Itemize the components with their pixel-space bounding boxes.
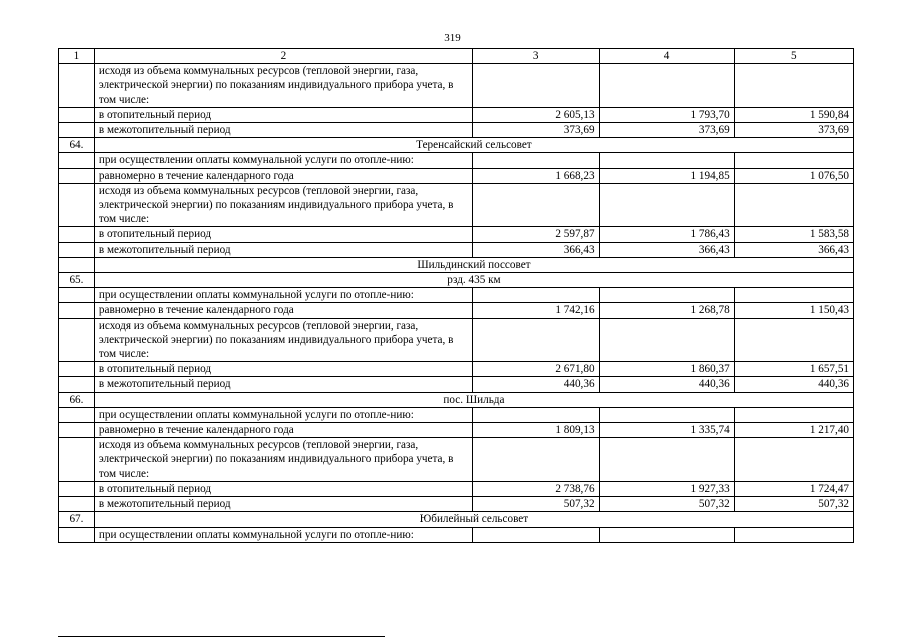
value-col-5: 440,36 xyxy=(734,377,853,392)
value-col-3 xyxy=(472,64,599,108)
row-number: 66. xyxy=(59,392,95,407)
value-col-3: 2 597,87 xyxy=(472,227,599,242)
value-col-3: 2 671,80 xyxy=(472,362,599,377)
section-row xyxy=(59,138,854,153)
column-header: 2 xyxy=(94,49,472,64)
section-title: пос. Шильда xyxy=(94,392,853,407)
value-col-5: 1 590,84 xyxy=(734,107,853,122)
value-col-3 xyxy=(472,407,599,422)
row-number xyxy=(59,407,95,422)
value-col-4 xyxy=(599,527,734,542)
row-description: исходя из объема коммунальных ресурсов (тепловой энергии, газа, электрической энергии) по показаниям индивидуального прибора учета, в том числе: xyxy=(94,183,472,227)
page-number: 319 xyxy=(444,32,461,44)
value-col-3 xyxy=(472,153,599,168)
row-description: при осуществлении оплаты коммунальной услуги по отопле-нию: xyxy=(94,288,472,303)
value-col-4: 1 927,33 xyxy=(599,481,734,496)
row-description: равномерно в течение календарного года xyxy=(94,303,472,318)
section-row xyxy=(59,512,854,527)
section-title: Теренсайский сельсовет xyxy=(94,138,853,153)
row-number xyxy=(59,303,95,318)
value-col-5 xyxy=(734,438,853,482)
row-description: при осуществлении оплаты коммунальной услуги по отопле-нию: xyxy=(94,407,472,422)
value-col-3: 1 809,13 xyxy=(472,423,599,438)
value-col-5: 373,69 xyxy=(734,123,853,138)
value-col-4: 1 786,43 xyxy=(599,227,734,242)
value-col-4 xyxy=(599,438,734,482)
table-row xyxy=(59,288,854,303)
table-row xyxy=(59,303,854,318)
row-number xyxy=(59,123,95,138)
row-number xyxy=(59,183,95,227)
value-col-5 xyxy=(734,407,853,422)
row-number: 64. xyxy=(59,138,95,153)
value-col-5 xyxy=(734,64,853,108)
row-description: в отопительный период xyxy=(94,107,472,122)
value-col-3 xyxy=(472,527,599,542)
value-col-5 xyxy=(734,318,853,362)
section-row xyxy=(59,392,854,407)
table-row xyxy=(59,497,854,512)
value-col-3 xyxy=(472,183,599,227)
table-row xyxy=(59,527,854,542)
value-col-4: 1 194,85 xyxy=(599,168,734,183)
value-col-3: 373,69 xyxy=(472,123,599,138)
value-col-4: 1 793,70 xyxy=(599,107,734,122)
row-description: в отопительный период xyxy=(94,362,472,377)
value-col-5: 1 724,47 xyxy=(734,481,853,496)
value-col-4 xyxy=(599,288,734,303)
value-col-5: 1 217,40 xyxy=(734,423,853,438)
value-col-5 xyxy=(734,183,853,227)
section-row xyxy=(59,257,854,272)
table-row xyxy=(59,438,854,482)
value-col-3 xyxy=(472,318,599,362)
section-title: Шильдинский поссовет xyxy=(94,257,853,272)
table-header-row xyxy=(59,49,854,64)
row-description: равномерно в течение календарного года xyxy=(94,423,472,438)
value-col-5 xyxy=(734,527,853,542)
table-body xyxy=(59,49,854,543)
value-col-3: 1 742,16 xyxy=(472,303,599,318)
row-number xyxy=(59,438,95,482)
value-col-3: 1 668,23 xyxy=(472,168,599,183)
table-row xyxy=(59,153,854,168)
value-col-4 xyxy=(599,183,734,227)
row-description: в межотопительный период xyxy=(94,123,472,138)
row-description: при осуществлении оплаты коммунальной услуги по отопле-нию: xyxy=(94,527,472,542)
table-row xyxy=(59,64,854,108)
value-col-3: 2 605,13 xyxy=(472,107,599,122)
row-description: в отопительный период xyxy=(94,227,472,242)
value-col-4: 507,32 xyxy=(599,497,734,512)
table-row xyxy=(59,318,854,362)
row-number xyxy=(59,497,95,512)
table-row xyxy=(59,183,854,227)
tariff-table xyxy=(58,48,854,543)
value-col-4 xyxy=(599,153,734,168)
value-col-5: 1 657,51 xyxy=(734,362,853,377)
row-description: в межотопительный период xyxy=(94,242,472,257)
table-row xyxy=(59,227,854,242)
value-col-4: 440,36 xyxy=(599,377,734,392)
row-number xyxy=(59,481,95,496)
row-number xyxy=(59,423,95,438)
table-row xyxy=(59,481,854,496)
value-col-3 xyxy=(472,438,599,482)
row-number: 65. xyxy=(59,273,95,288)
value-col-5: 366,43 xyxy=(734,242,853,257)
table-row xyxy=(59,423,854,438)
row-number xyxy=(59,107,95,122)
column-header: 1 xyxy=(59,49,95,64)
row-number xyxy=(59,288,95,303)
value-col-4 xyxy=(599,64,734,108)
table-row xyxy=(59,168,854,183)
section-title: Юбилейный сельсовет xyxy=(94,512,853,527)
row-description: исходя из объема коммунальных ресурсов (тепловой энергии, газа, электрической энергии) по показаниям индивидуального прибора учета, в том числе: xyxy=(94,64,472,108)
row-number xyxy=(59,377,95,392)
section-title: рзд. 435 км xyxy=(94,273,853,288)
row-description: в межотопительный период xyxy=(94,497,472,512)
value-col-5: 1 150,43 xyxy=(734,303,853,318)
value-col-5: 507,32 xyxy=(734,497,853,512)
value-col-3: 507,32 xyxy=(472,497,599,512)
table-row xyxy=(59,107,854,122)
row-number xyxy=(59,362,95,377)
value-col-4 xyxy=(599,318,734,362)
value-col-3 xyxy=(472,288,599,303)
row-description: исходя из объема коммунальных ресурсов (тепловой энергии, газа, электрической энергии) по показаниям индивидуального прибора учета, в том числе: xyxy=(94,438,472,482)
row-description: равномерно в течение календарного года xyxy=(94,168,472,183)
value-col-4: 366,43 xyxy=(599,242,734,257)
row-number xyxy=(59,227,95,242)
row-number xyxy=(59,168,95,183)
row-number xyxy=(59,318,95,362)
table-row xyxy=(59,362,854,377)
section-row xyxy=(59,273,854,288)
value-col-5 xyxy=(734,288,853,303)
value-col-5: 1 583,58 xyxy=(734,227,853,242)
value-col-4: 1 268,78 xyxy=(599,303,734,318)
column-header: 3 xyxy=(472,49,599,64)
row-number xyxy=(59,64,95,108)
row-number xyxy=(59,527,95,542)
table-row xyxy=(59,242,854,257)
row-description: в межотопительный период xyxy=(94,377,472,392)
value-col-5: 1 076,50 xyxy=(734,168,853,183)
row-number xyxy=(59,257,95,272)
row-description: в отопительный период xyxy=(94,481,472,496)
value-col-4: 1 335,74 xyxy=(599,423,734,438)
row-description: исходя из объема коммунальных ресурсов (тепловой энергии, газа, электрической энергии) по показаниям индивидуального прибора учета, в том числе: xyxy=(94,318,472,362)
value-col-3: 440,36 xyxy=(472,377,599,392)
footnote-divider xyxy=(58,636,385,637)
value-col-3: 2 738,76 xyxy=(472,481,599,496)
table-row xyxy=(59,377,854,392)
row-number: 67. xyxy=(59,512,95,527)
value-col-5 xyxy=(734,153,853,168)
table-row xyxy=(59,407,854,422)
value-col-4: 373,69 xyxy=(599,123,734,138)
row-number xyxy=(59,242,95,257)
column-header: 4 xyxy=(599,49,734,64)
row-description: при осуществлении оплаты коммунальной услуги по отопле-нию: xyxy=(94,153,472,168)
column-header: 5 xyxy=(734,49,853,64)
value-col-3: 366,43 xyxy=(472,242,599,257)
row-number xyxy=(59,153,95,168)
value-col-4 xyxy=(599,407,734,422)
value-col-4: 1 860,37 xyxy=(599,362,734,377)
table-row xyxy=(59,123,854,138)
